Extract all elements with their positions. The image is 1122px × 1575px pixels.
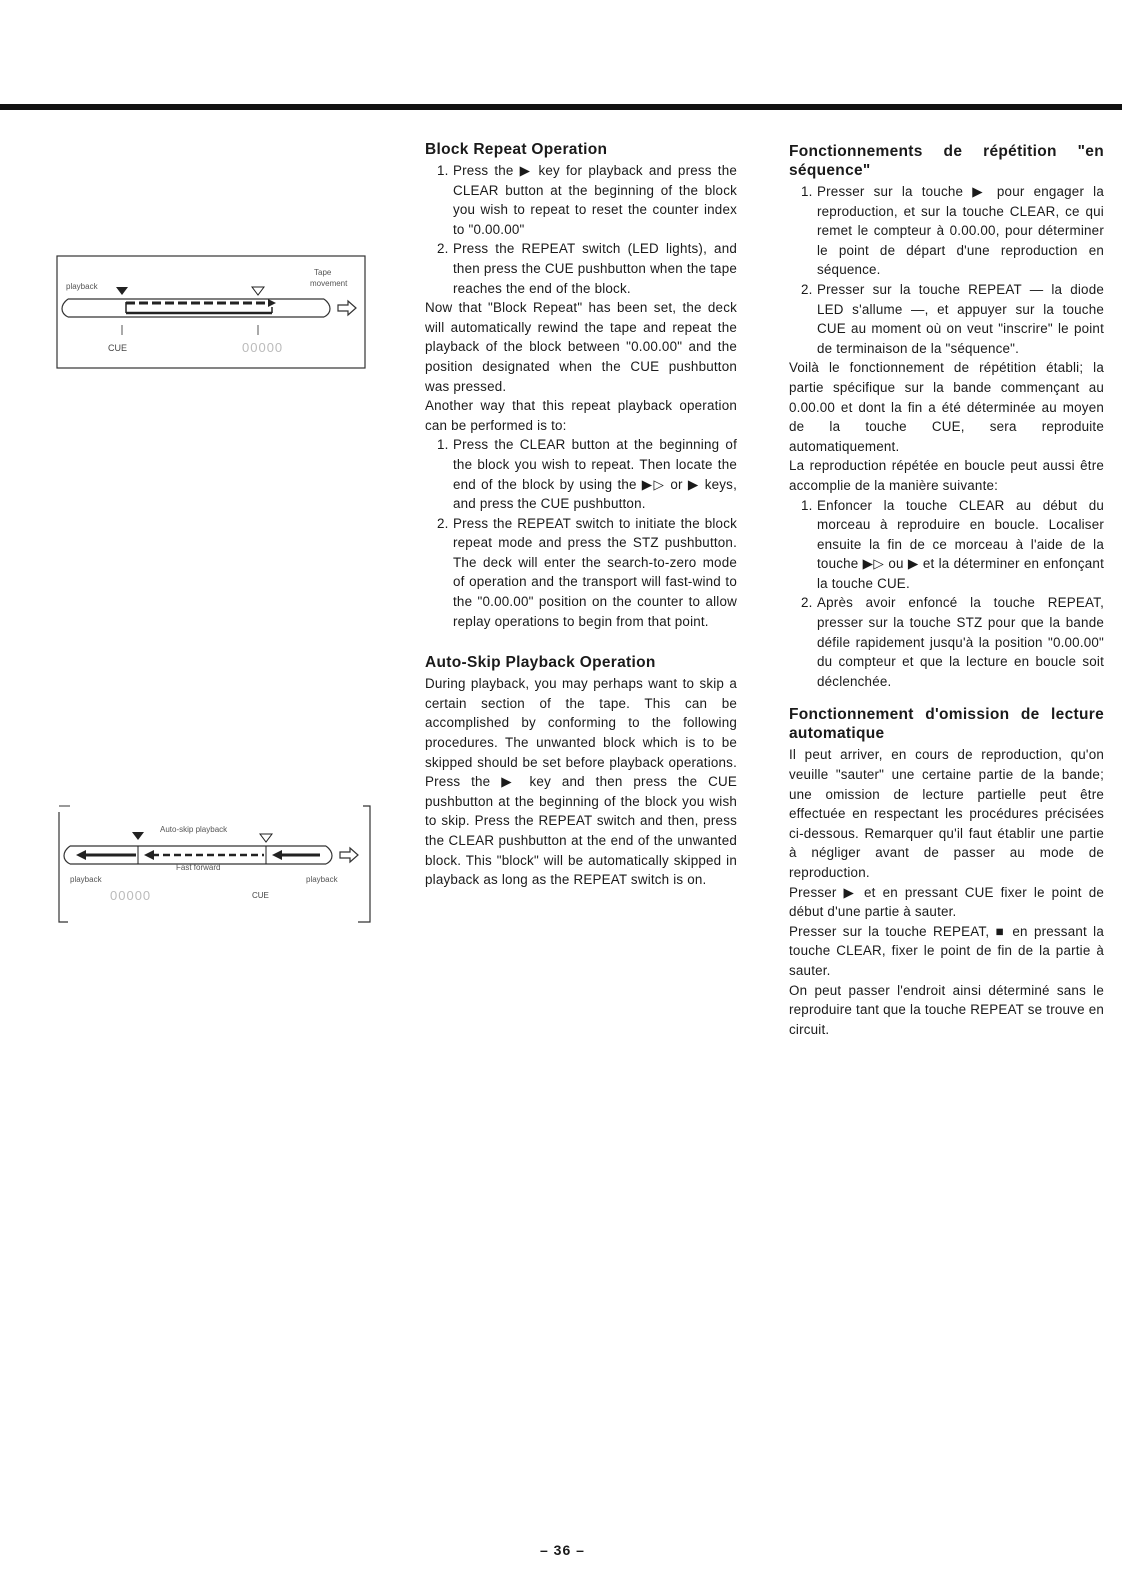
list-item: 1. Enfoncer la touche CLEAR au début du morceau à reproduire en boucle. Localiser ensuite la fin de ce morceau à l'aide de la touche ▶▷ ou ▶ et la déterminer en enfonçant la touche CUE. (801, 497, 1104, 591)
list-item: 2. Après avoir enfoncé la touche REPEAT, presser sur la touche STZ pour que la bande défile rapidement jusqu'à la position "0.00.00" du compteur et que la lecture en boucle soit déclenchée. (801, 595, 1104, 689)
fig2-counter-display: 00000 (110, 888, 152, 903)
fig1-playback-label: playback (66, 282, 98, 291)
repetition-steps (789, 182, 1104, 358)
fig1-counter-display: 00000 (242, 340, 284, 355)
fig2-fast-forward-label: Fast forward (176, 863, 221, 872)
fig2-auto-skip-label: Auto-skip playback (160, 825, 228, 834)
list-item: 2. Presser sur la touche REPEAT — la diode LED s'allume —, et appuyer sur la touche CUE au moment où on veut "inscrire" le point de terminaison de la "séquence". (801, 281, 1104, 356)
block-repeat-diagram (56, 255, 372, 371)
fig1-end-marker (252, 287, 264, 295)
block-repeat-alt-steps (425, 435, 737, 631)
french-column (789, 142, 1104, 1039)
page-number: – 36 – (540, 1542, 585, 1558)
fig2-playback-left-label: playback (70, 875, 102, 884)
auto-skip-diagram (58, 802, 374, 930)
omission-para-3: Presser sur la touche REPEAT, ■ en pressant la touche CLEAR, fixer le point de fin de la partie à sauter. (789, 923, 1104, 978)
fig2-cue-marker (132, 832, 144, 840)
fig1-cue-label: CUE (108, 343, 128, 353)
block-repeat-para-1: Now that "Block Repeat" has been set, the deck will automatically rewind the tape and repeat the playback of the block between "0.00.00" and the position designated when the CUE pushbutton was pressed. (425, 300, 737, 394)
repetition-para-2: La reproduction répétée en boucle peut aussi être accomplie de la manière suivante: (789, 458, 1104, 493)
list-item: 2. Press the REPEAT switch to initiate the block repeat mode and press the STZ pushbutton. The deck will enter the search-to-zero mode of operation and the transport will fast-wind to the "0.00.00" position on the counter to allow replay operations to begin from that point. (437, 515, 737, 629)
list-item: 2. Press the REPEAT switch (LED lights), and then press the CUE pushbutton when the tape reaches the end of the block. (437, 241, 737, 296)
block-repeat-title: Block Repeat Operation (425, 141, 608, 158)
fig1-start-marker (116, 287, 128, 295)
block-repeat-steps (425, 161, 737, 298)
fig2-clear-marker (260, 834, 272, 842)
repetition-title: Fonctionnements de répétition "en séquence" (789, 143, 1104, 179)
list-item: 1. Presser sur la touche ▶ pour engager la reproduction, et sur la touche CLEAR, ce qui remet le compteur à 0.00.00, pour déterminer le point de départ d'une reproduction en séquence. (801, 184, 1104, 278)
fig2-playback-right-label: playback (306, 875, 338, 884)
list-item: 1. Press the ▶ key for playback and press the CLEAR button at the beginning of the block you wish to repeat to reset the counter index to "0.00.00" (437, 163, 737, 237)
repetition-para-1: Voilà le fonctionnement de répétition établi; la partie spécifique sur la bande commençant au 0.00.00 et dont la fin a été déterminée au moyen de la touche CUE, sera reproduite automatiquement. (789, 360, 1104, 454)
omission-para-1: Il peut arriver, en cours de reproduction, qu'on veuille "sauter" une certaine partie de la bande; une omission de lecture partielle peut être effectuée en respectant les procédures précisées ci-dessous. Remarquer qu'il faut établir une partie à négliger avant de passer au mode de reproduction. (789, 747, 1104, 880)
fig2-cue-label: CUE (252, 891, 269, 900)
english-column (425, 140, 737, 890)
auto-skip-para: During playback, you may perhaps want to skip a certain section of the tape. This can be accomplished by conforming to the following procedures. The unwanted block which is to be skipped should be set before playback operations. Press the ▶ key and then press the CUE pushbutton at the beginning of the block you wish to skip. Press the REPEAT switch and then, press the CLEAR pushbutton at the end of the unwanted block. This "block" will be automatically skipped in playback as long as the REPEAT switch is on. (425, 676, 737, 888)
omission-title: Fonctionnement d'omission de lecture automatique (789, 706, 1104, 743)
repetition-alt-steps (789, 496, 1104, 692)
omission-para-4: On peut passer l'endroit ainsi déterminé sans le reproduire tant que la touche REPEAT se trouve en circuit. (789, 982, 1104, 1037)
block-repeat-para-2: Another way that this repeat playback operation can be performed is to: (425, 398, 737, 433)
list-item: 1. Press the CLEAR button at the beginning of the block you wish to repeat. Then locate the end of the block by using the ▶▷ or ▶ keys, and press the CUE pushbutton. (437, 437, 737, 512)
auto-skip-title: Auto-Skip Playback Operation (425, 654, 656, 672)
top-rule (0, 104, 1122, 110)
fig1-movement-label: movement (310, 279, 348, 288)
fig1-tape-label: Tape (314, 268, 332, 277)
omission-para-2: Presser ▶ et en pressant CUE fixer le point de début d'une partie à sauter. (789, 884, 1104, 920)
